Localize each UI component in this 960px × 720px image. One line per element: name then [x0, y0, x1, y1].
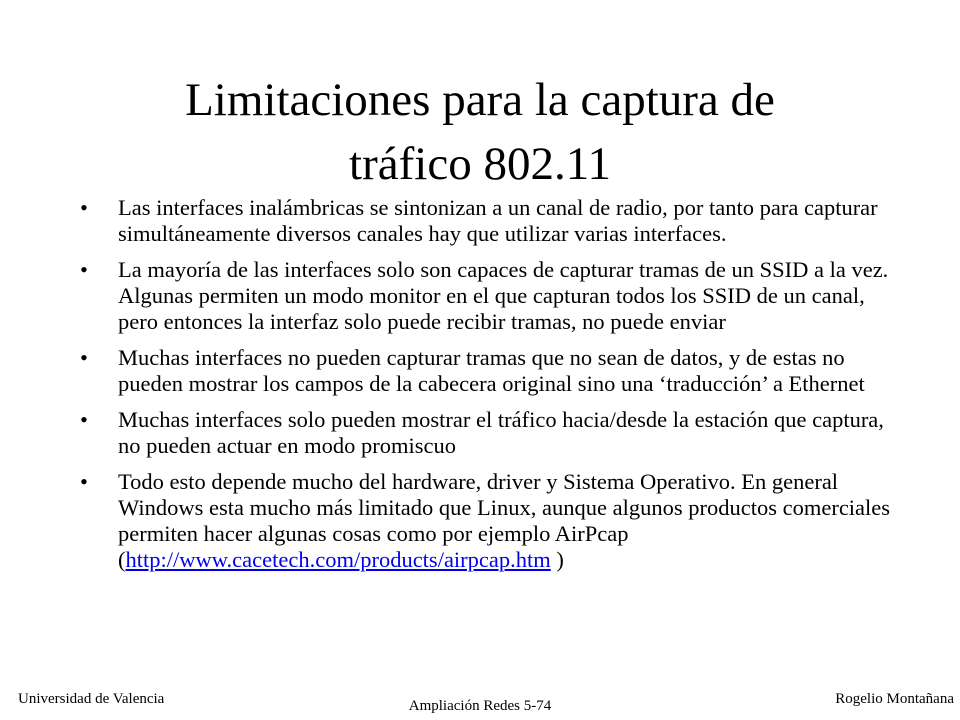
bullet-dot-icon: •	[80, 195, 88, 220]
bullet-text: Muchas interfaces no pueden capturar tramas que no sean de datos, y de estas no pueden mostrar los campos de la cabecera original sino una ‘traducción’ a Ethernet	[118, 345, 865, 396]
footer-course-page: Ampliación Redes 5-74	[408, 698, 552, 714]
bullet-item	[80, 469, 892, 573]
bullet-text-after-link: )	[550, 547, 564, 572]
footer-university: Universidad de Valencia	[18, 691, 165, 707]
bullet-text-before-link: Todo esto depende mucho del hardware, driver y Sistema Operativo. En general Windows esta mucho más limitado que Linux, aunque algunos productos comerciales permiten hacer algunas cosas como por ejemplo AirPcap (	[118, 469, 891, 572]
bullet-dot-icon: •	[80, 345, 88, 370]
bullet-text: Las interfaces inalámbricas se sintonizan a un canal de radio, por tanto para capturar simultáneamente diversos canales hay que utilizar varias interfaces.	[118, 195, 878, 246]
bullet-item	[80, 407, 892, 459]
bullet-text	[118, 469, 890, 572]
bullet-dot-icon: •	[80, 469, 88, 494]
bullet-text: La mayoría de las interfaces solo son capaces de capturar tramas de un SSID a la vez. Algunas permiten un modo monitor en el que capturan todos los SSID de un canal, pero entonces la interfaz solo puede recibir tramas, no puede enviar	[118, 257, 889, 334]
bullet-item	[80, 195, 892, 247]
slide-title-line-2: tráfico 802.11	[349, 138, 611, 190]
bullet-item	[80, 257, 892, 335]
slide-title-line-1: Limitaciones para la captura de	[185, 74, 775, 126]
slide-title	[80, 68, 880, 196]
bullet-text: Muchas interfaces solo pueden mostrar el tráfico hacia/desde la estación que captura, no pueden actuar en modo promiscuo	[118, 407, 884, 458]
bullet-dot-icon: •	[80, 257, 88, 282]
bullet-dot-icon: •	[80, 407, 88, 432]
footer-author: Rogelio Montañana	[835, 691, 954, 707]
bullet-item	[80, 345, 892, 397]
airpcap-link[interactable]: http://www.cacetech.com/products/airpcap.htm	[125, 547, 551, 572]
bullet-list	[80, 195, 892, 583]
